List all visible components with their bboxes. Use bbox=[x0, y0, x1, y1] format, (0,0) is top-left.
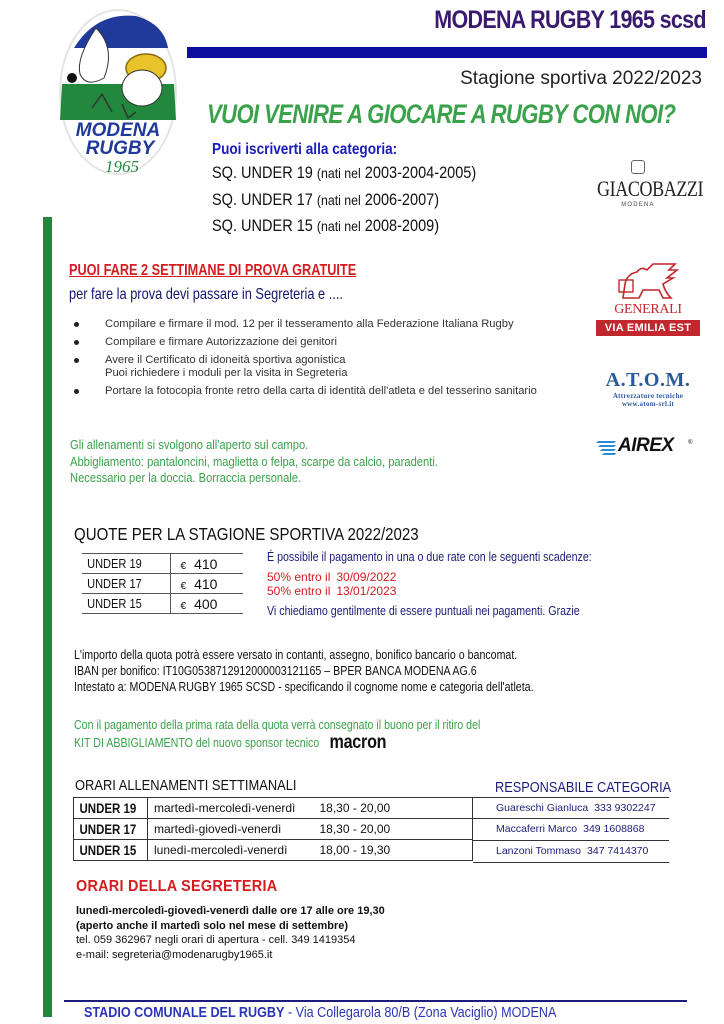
modena-rugby-logo bbox=[56, 8, 180, 176]
manager-name: Lanzoni Tommaso bbox=[496, 845, 582, 857]
giacobazzi-crest-icon bbox=[631, 160, 645, 174]
category-detail: (nati nel bbox=[316, 218, 361, 234]
category-line bbox=[212, 191, 439, 210]
bullet-icon bbox=[74, 322, 79, 327]
euro-icon: € bbox=[180, 600, 187, 612]
table-row bbox=[82, 594, 243, 614]
fee-amount bbox=[170, 554, 243, 574]
table-row bbox=[82, 554, 243, 574]
category-years: 2008-2009) bbox=[364, 217, 440, 235]
euro-icon: € bbox=[180, 580, 187, 592]
requirement-text: Compilare e firmare Autorizzazione dei genitori bbox=[105, 336, 337, 348]
logo-icon bbox=[56, 8, 180, 176]
sponsor-name: GENERALI bbox=[614, 302, 682, 317]
season-label: Stagione sportiva 2022/2023 bbox=[460, 68, 702, 89]
manager-phone: 347 7414370 bbox=[587, 845, 649, 857]
table-row bbox=[82, 574, 243, 594]
schedule-days: martedì-giovedì-venerdì bbox=[148, 819, 320, 840]
installment-label: 50% entro il bbox=[267, 584, 331, 598]
training-notes bbox=[70, 437, 438, 487]
schedule-category: UNDER 17 bbox=[74, 819, 137, 840]
logo-text-rugby: RUGBY bbox=[85, 138, 155, 159]
requirement-text: Avere il Certificato di idoneità sportiva agonistica bbox=[105, 354, 346, 366]
table-row bbox=[74, 819, 473, 840]
kit-text: KIT DI ABBIGLIAMENTO del nuovo sponsor tecnico bbox=[74, 736, 320, 750]
installment bbox=[267, 570, 663, 584]
manager-phone: 349 1608868 bbox=[583, 823, 645, 835]
sponsor-website: www.atom-srl.it bbox=[621, 400, 675, 408]
category-detail: (nati nel bbox=[316, 192, 361, 208]
schedule-days: lunedì-mercoledì-venerdì bbox=[148, 840, 320, 861]
installment bbox=[267, 584, 663, 598]
bullet-icon bbox=[74, 358, 79, 363]
iban-label: IBAN bbox=[74, 664, 99, 678]
secretary-email: e-mail: segreteria@modenarugby1965.it bbox=[76, 948, 273, 961]
training-note: Necessario per la doccia. Borraccia personale. bbox=[70, 470, 302, 485]
requirements-list bbox=[72, 318, 552, 403]
schedule-time: 18,00 - 19,30 bbox=[320, 840, 473, 861]
list-item bbox=[72, 385, 552, 398]
footer-divider bbox=[64, 1000, 687, 1002]
manager-name: Maccaferri Marco bbox=[496, 823, 578, 835]
sponsor-name: GIACOBAZZI bbox=[597, 176, 704, 201]
table-row bbox=[74, 840, 473, 861]
iban-value: per bonifico: IT10G0538712912000003121165 – BPER BANCA MODENA AG.6 bbox=[101, 664, 477, 678]
category-label: SQ. UNDER 15 bbox=[212, 217, 313, 235]
trial-subtitle: per fare la prova devi passare in Segreteria e .... bbox=[69, 286, 343, 303]
kit-line bbox=[74, 734, 480, 752]
airex-stripes-icon bbox=[596, 439, 618, 455]
sponsor-atom bbox=[596, 369, 700, 408]
training-note: Gli allenamenti si svolgono all'aperto sul campo. bbox=[70, 437, 309, 452]
sponsor-sub: Attrezzature tecniche bbox=[612, 392, 684, 400]
category-label: SQ. UNDER 19 bbox=[212, 164, 313, 182]
managers-title: RESPONSABILE CATEGORIA bbox=[495, 779, 672, 796]
secretary-note: (aperto anche il martedì solo nel mese di settembre) bbox=[76, 919, 349, 932]
installments-intro: É possibile il pagamento in una o due rate con le seguenti scadenze: bbox=[267, 549, 592, 564]
headline: VUOI VENIRE A GIOCARE A RUGBY CON NOI? bbox=[207, 99, 676, 129]
sponsor-giacobazzi bbox=[588, 160, 704, 224]
requirement-text: Compilare e firmare il mod. 12 per il tesseramento alla Federazione Italiana Rugby bbox=[105, 318, 514, 330]
payment-methods: L'importo della quota potrà essere versato in contanti, assegno, bonifico bancario o bancomat. bbox=[74, 648, 518, 662]
registered-icon: ® bbox=[688, 440, 693, 446]
fee-amount bbox=[170, 594, 243, 614]
schedule-category: UNDER 15 bbox=[74, 840, 137, 861]
macron-logo: macron bbox=[329, 732, 387, 753]
requirement-note: Puoi richiedere i moduli per la visita in Segreteria bbox=[105, 367, 348, 379]
sponsor-airex bbox=[596, 436, 696, 460]
kit-line: Con il pagamento della prima rata della quota verrà consegnato il buono per il ritiro del bbox=[74, 718, 481, 732]
schedule-category: UNDER 19 bbox=[74, 798, 137, 819]
categories-intro: Puoi iscriverti alla categoria: bbox=[212, 141, 398, 158]
manager-row bbox=[473, 819, 669, 841]
bank-info bbox=[74, 647, 534, 695]
club-title: MODENA RUGBY 1965 scsd bbox=[434, 6, 706, 34]
secretary-hours: lunedì-mercoledì-giovedì-venerdì dalle ore 17 alle ore 19,30 bbox=[76, 905, 385, 917]
sponsor-name: AIREX bbox=[618, 435, 674, 456]
category-label: SQ. UNDER 17 bbox=[212, 191, 313, 209]
footer-address bbox=[84, 1004, 556, 1021]
fee-category: UNDER 17 bbox=[82, 574, 157, 594]
fee-category: UNDER 15 bbox=[82, 594, 157, 614]
fees-title: QUOTE PER LA STAGIONE SPORTIVA 2022/2023 bbox=[74, 524, 419, 544]
logo-text-modena: MODENA bbox=[75, 120, 161, 141]
schedule-days: martedì-mercoledì-venerdì bbox=[148, 798, 320, 819]
schedule-title: ORARI ALLENAMENTI SETTIMANALI bbox=[75, 777, 297, 794]
installment-label: 50% entro il bbox=[267, 570, 331, 584]
installment-date: 30/09/2022 bbox=[336, 570, 397, 584]
fees-table bbox=[82, 553, 243, 614]
venue-address: - Via Collegarola 80/B (Zona Vaciglio) MODENA bbox=[284, 1004, 557, 1021]
fee-value: 410 bbox=[194, 555, 218, 572]
category-years: 2003-2004-2005) bbox=[364, 164, 477, 182]
category-line bbox=[212, 164, 476, 183]
fee-category: UNDER 19 bbox=[82, 554, 157, 574]
secretary-title: ORARI DELLA SEGRETERIA bbox=[76, 878, 278, 895]
logo-text-year: 1965 bbox=[105, 157, 139, 176]
bullet-icon bbox=[74, 340, 79, 345]
fee-value: 400 bbox=[194, 595, 218, 612]
category-detail: (nati nel bbox=[316, 165, 361, 181]
manager-phone: 333 9302247 bbox=[594, 802, 656, 814]
sponsor-band: VIA EMILIA EST bbox=[596, 320, 700, 336]
list-item bbox=[72, 354, 552, 380]
schedule-time: 18,30 - 20,00 bbox=[320, 798, 473, 819]
managers-list bbox=[473, 797, 669, 863]
payment-info bbox=[267, 549, 663, 618]
sponsor-sub: MODENA bbox=[621, 202, 655, 208]
table-row bbox=[74, 798, 473, 819]
green-side-bar bbox=[43, 217, 52, 1017]
schedule-time: 18,30 - 20,00 bbox=[320, 819, 473, 840]
trial-title: PUOI FARE 2 SETTIMANE DI PROVA GRATUITE bbox=[69, 262, 357, 279]
sponsor-name: A.T.O.M. bbox=[605, 369, 691, 391]
category-line bbox=[212, 217, 439, 236]
secretary-info bbox=[76, 904, 385, 962]
kit-info bbox=[74, 716, 480, 752]
euro-icon: € bbox=[180, 560, 187, 572]
bullet-icon bbox=[74, 389, 79, 394]
generali-lion-icon bbox=[613, 262, 683, 302]
schedule-table bbox=[73, 797, 473, 861]
installment-date: 13/01/2023 bbox=[336, 584, 397, 598]
manager-row bbox=[473, 797, 669, 819]
list-item bbox=[72, 336, 552, 349]
sponsor-generali bbox=[596, 262, 700, 342]
payment-thanks: Vi chiediamo gentilmente di essere puntuali nei pagamenti. Grazie bbox=[267, 603, 580, 618]
header-divider bbox=[187, 47, 707, 58]
training-note: Abbigliamento: pantaloncini, maglietta o felpa, scarpe da calcio, paradenti. bbox=[70, 453, 438, 469]
secretary-phone: tel. 059 362967 negli orari di apertura - cell. 349 1419354 bbox=[76, 934, 356, 946]
list-item bbox=[72, 318, 552, 331]
account-holder: Intestato a: MODENA RUGBY 1965 SCSD - specificando il cognome nome e categoria dell'atleta. bbox=[74, 680, 534, 694]
fee-amount bbox=[170, 574, 243, 594]
fee-value: 410 bbox=[194, 575, 218, 592]
requirement-text: Portare la fotocopia fronte retro della carta di identità dell'atleta e del tesserino sanitario bbox=[105, 385, 537, 397]
manager-row bbox=[473, 841, 669, 863]
venue-name: STADIO COMUNALE DEL RUGBY bbox=[84, 1004, 285, 1021]
manager-name: Guareschi Gianluca bbox=[496, 802, 589, 814]
category-years: 2006-2007) bbox=[364, 191, 440, 209]
iban-line bbox=[74, 663, 534, 679]
